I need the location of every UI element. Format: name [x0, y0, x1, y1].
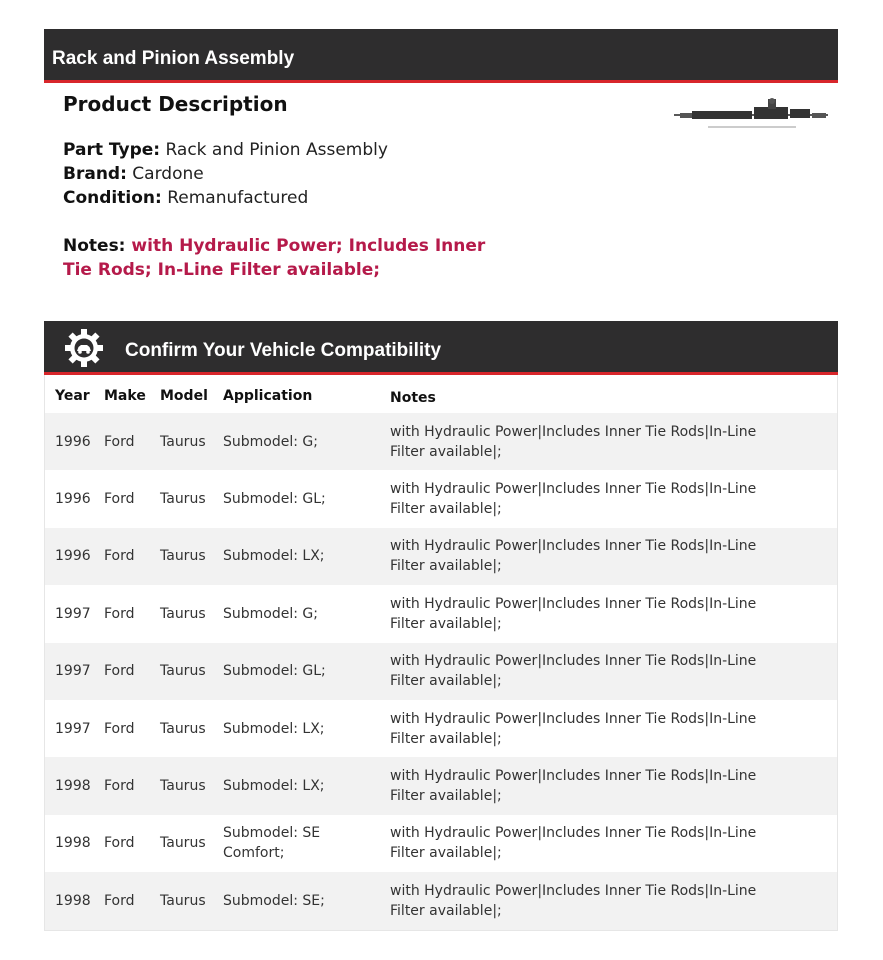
product-notes: [63, 234, 503, 282]
table-row: [45, 643, 837, 700]
cell-year: 1996: [55, 433, 91, 450]
col-model-header: Model: [160, 388, 208, 404]
spec-brand-value: Cardone: [132, 164, 204, 184]
col-notes-header: Notes: [390, 390, 436, 406]
spec-part-type-value: Rack and Pinion Assembly: [165, 140, 388, 160]
table-row: [45, 757, 837, 814]
cell-notes: with Hydraulic Power|Includes Inner Tie Rods|In-Line Filter available|;: [390, 653, 757, 690]
spec-part-type: [63, 138, 503, 162]
spec-brand: [63, 162, 503, 186]
cell-application: Submodel: G;: [223, 433, 318, 450]
cell-model: Taurus: [160, 835, 206, 852]
cell-application: Submodel: LX;: [223, 778, 325, 795]
cell-make: Ford: [104, 548, 135, 565]
notes-value: with Hydraulic Power; Includes Inner Tie Rods; In-Line Filter available;: [63, 236, 486, 280]
cell-model: Taurus: [160, 663, 206, 680]
description-heading: Product Description: [63, 92, 288, 116]
cell-model: Taurus: [160, 491, 206, 508]
cell-model: Taurus: [160, 548, 206, 565]
cell-model: Taurus: [160, 605, 206, 622]
table-row: [45, 528, 837, 585]
compat-title: Confirm Your Vehicle Compatibility: [125, 340, 442, 361]
product-description: [63, 90, 503, 282]
cell-notes: with Hydraulic Power|Includes Inner Tie Rods|In-Line Filter available|;: [390, 595, 757, 632]
cell-make: Ford: [104, 720, 135, 737]
rack-and-pinion-image: [672, 95, 832, 131]
cell-year: 1998: [55, 892, 91, 909]
cell-year: 1998: [55, 835, 91, 852]
cell-application: Submodel: GL;: [223, 491, 326, 508]
cell-year: 1996: [55, 548, 91, 565]
cell-application: Submodel: G;: [223, 605, 318, 622]
cell-application: Submodel: LX;: [223, 720, 325, 737]
cell-notes: with Hydraulic Power|Includes Inner Tie Rods|In-Line Filter available|;: [390, 423, 757, 460]
table-row: [45, 872, 837, 929]
table-row: [45, 700, 837, 757]
cell-make: Ford: [104, 433, 135, 450]
cell-year: 1996: [55, 491, 91, 508]
cell-application: Submodel: LX;: [223, 548, 325, 565]
cell-make: Ford: [104, 892, 135, 909]
compat-table: [44, 375, 838, 931]
cell-model: Taurus: [160, 433, 206, 450]
col-application-header: Application: [223, 388, 313, 404]
col-make-header: Make: [104, 388, 146, 404]
col-year-header: Year: [55, 388, 90, 404]
notes-label: Notes:: [63, 236, 126, 256]
table-row: [45, 470, 837, 527]
table-body: [45, 413, 837, 930]
cell-notes: with Hydraulic Power|Includes Inner Tie Rods|In-Line Filter available|;: [390, 882, 757, 919]
cell-year: 1997: [55, 605, 91, 622]
cell-make: Ford: [104, 663, 135, 680]
cell-notes: with Hydraulic Power|Includes Inner Tie Rods|In-Line Filter available|;: [390, 768, 757, 805]
table-row: [45, 815, 837, 872]
spec-part-type-label: Part Type:: [63, 140, 161, 160]
cell-make: Ford: [104, 491, 135, 508]
spec-brand-label: Brand:: [63, 164, 127, 184]
spec-condition-value: Remanufactured: [167, 188, 309, 208]
cell-year: 1998: [55, 778, 91, 795]
cell-notes: with Hydraulic Power|Includes Inner Tie Rods|In-Line Filter available|;: [390, 825, 757, 862]
table-row: [45, 585, 837, 642]
cell-notes: with Hydraulic Power|Includes Inner Tie Rods|In-Line Filter available|;: [390, 710, 757, 747]
cell-year: 1997: [55, 720, 91, 737]
cell-application: Submodel: SE Comfort;: [223, 825, 321, 862]
cell-notes: with Hydraulic Power|Includes Inner Tie Rods|In-Line Filter available|;: [390, 481, 757, 518]
cell-make: Ford: [104, 835, 135, 852]
cell-notes: with Hydraulic Power|Includes Inner Tie Rods|In-Line Filter available|;: [390, 538, 757, 575]
cell-make: Ford: [104, 778, 135, 795]
cell-model: Taurus: [160, 778, 206, 795]
cell-application: Submodel: SE;: [223, 892, 325, 909]
spec-list: [63, 138, 503, 210]
cell-application: Submodel: GL;: [223, 663, 326, 680]
cell-year: 1997: [55, 663, 91, 680]
product-header-title: Rack and Pinion Assembly: [52, 48, 295, 69]
spec-condition-label: Condition:: [63, 188, 162, 208]
spec-condition: [63, 186, 503, 210]
compat-header-bar: [44, 321, 838, 375]
product-header-bar: [44, 29, 838, 83]
gear-car-icon: [64, 328, 104, 368]
cell-make: Ford: [104, 605, 135, 622]
cell-model: Taurus: [160, 720, 206, 737]
cell-model: Taurus: [160, 892, 206, 909]
table-row: [45, 413, 837, 470]
table-header: [45, 375, 837, 413]
